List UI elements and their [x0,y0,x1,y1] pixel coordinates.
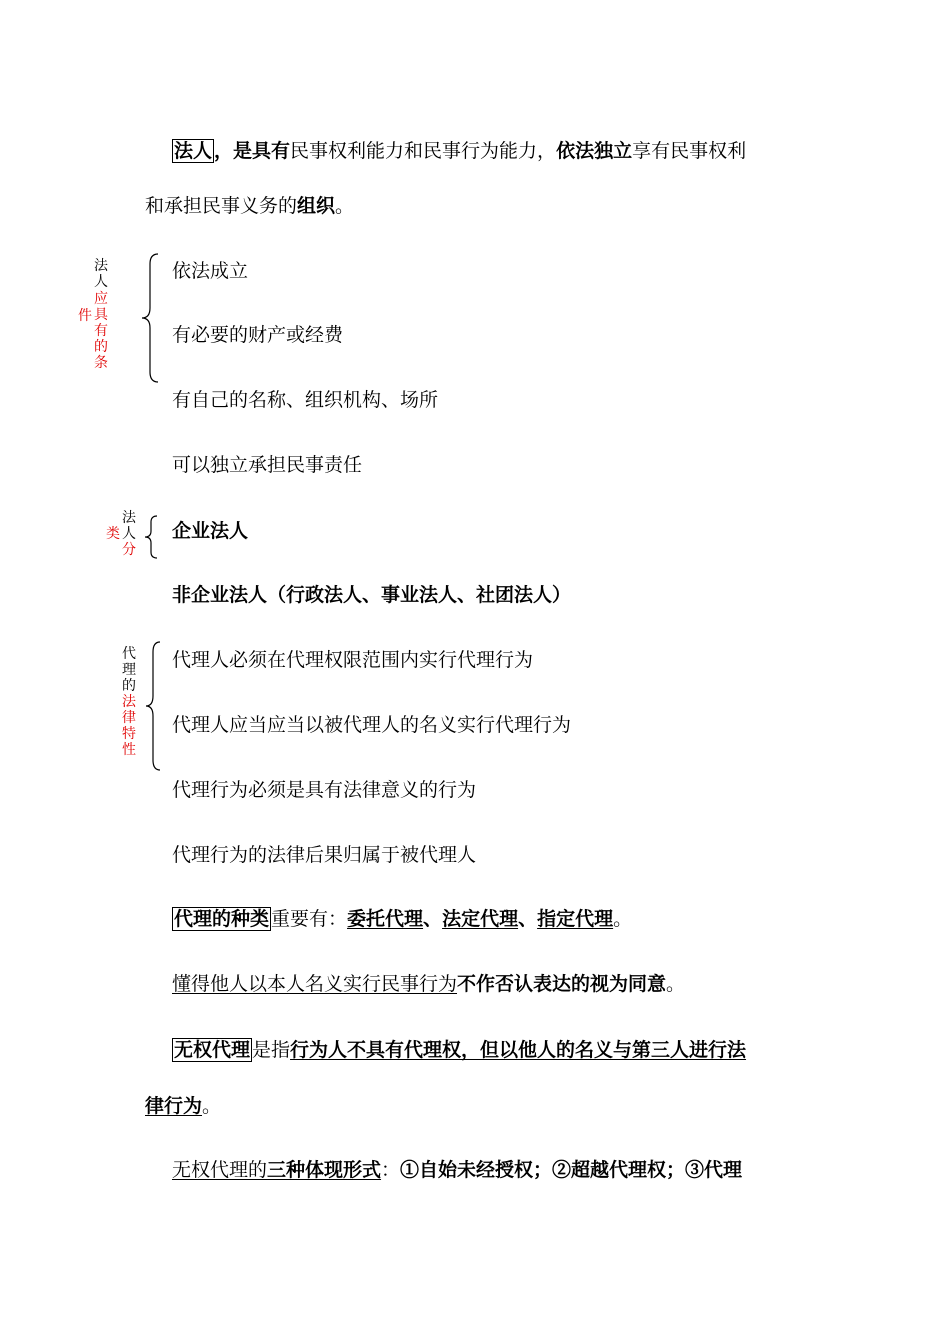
term-legal-person: 法人 [174,140,213,162]
brace-agency [144,640,162,772]
side-label-agency-red: 法律特性 [122,694,136,758]
side-label-classify-red-2: 类 [106,526,120,542]
classify-item: 企业法人 [172,520,249,542]
classify-item: 非企业法人（行政法人、事业法人、社团法人） [172,584,572,606]
brace-classify [143,514,159,560]
definition-line-2: 和承担民事义务的组织。 [145,195,355,217]
condition-item: 依法成立 [172,260,249,282]
agency-item: 代理人应当应当以被代理人的名义实行代理行为 [172,714,572,736]
definition-line-1: 法人 ，是具有民事权利能力和民事行为能力，依法独立享有民事权利 [174,140,747,162]
unauthorized-line-1: 无权代理 是指行为人不具有代理权，但以他人的名义与第三人进行法 [174,1039,747,1061]
condition-item: 有必要的财产或经费 [172,324,344,346]
side-label-conditions-red-2: 件 [78,308,92,324]
unauthorized-line-2: 律行为。 [145,1095,222,1117]
agency-item: 代理人必须在代理权限范围内实行代理行为 [172,649,534,671]
side-label-classify-red: 分 [122,542,136,558]
side-label-conditions-red: 应具有的条 [94,291,108,371]
forms-line: 无权代理的三种体现形式：①自始未经授权；②超越代理权；③代理 [172,1159,743,1181]
term-unauthorized-agency: 无权代理 [174,1039,251,1061]
condition-item: 可以独立承担民事责任 [172,454,363,476]
consent-line: 懂得他人以本人名义实行民事行为不作否认表达的视为同意。 [172,973,686,995]
brace-conditions [140,252,160,384]
term-agency-types: 代理的种类 [174,908,270,930]
side-label-agency-black: 代理的 [122,646,136,694]
side-label-conditions-black: 法人 [94,258,108,290]
agency-types-line: 代理的种类 重要有：委托代理、法定代理、指定代理。 [174,908,633,930]
agency-item: 代理行为必须是具有法律意义的行为 [172,779,477,801]
side-label-classify-black: 法人 [122,510,136,542]
condition-item: 有自己的名称、组织机构、场所 [172,389,439,411]
agency-item: 代理行为的法律后果归属于被代理人 [172,844,477,866]
